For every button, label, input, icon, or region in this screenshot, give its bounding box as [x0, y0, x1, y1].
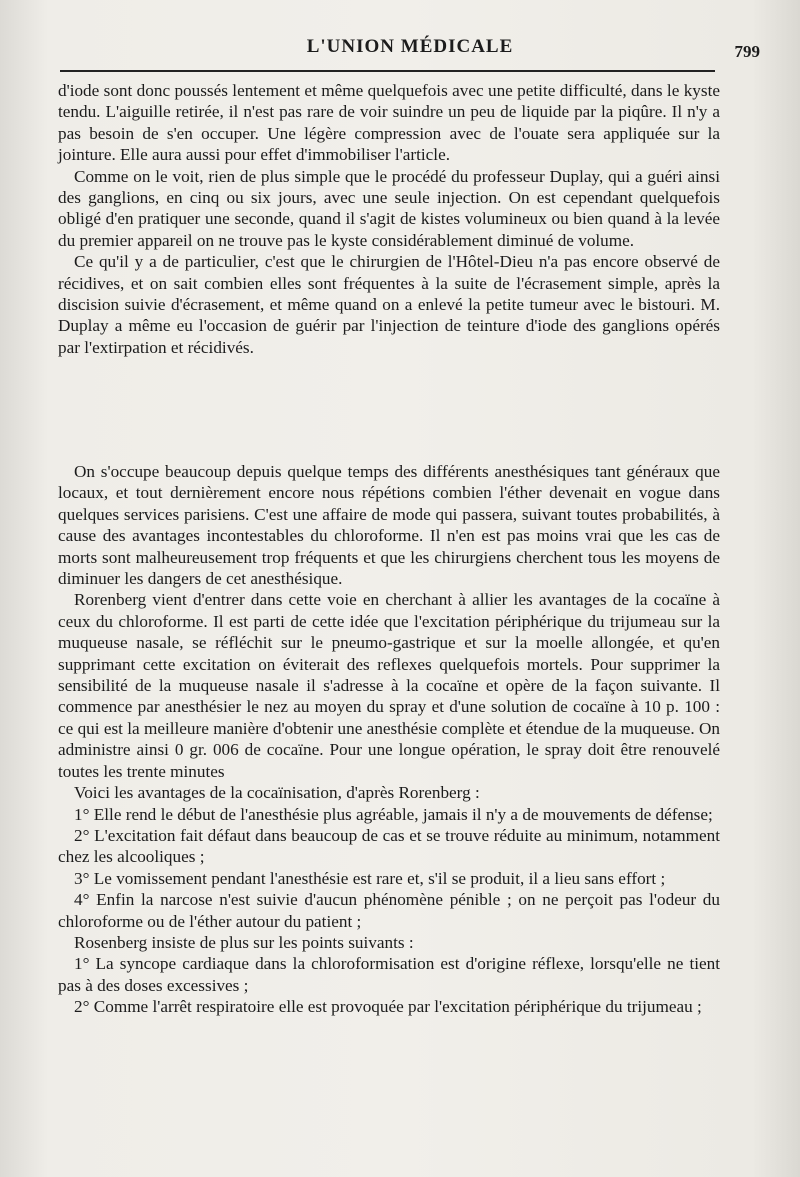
list-item: 1° Elle rend le début de l'anesthésie plus agréable, jamais il n'y a de mouvements de défense; — [74, 804, 713, 824]
running-title: L'UNION MÉDICALE — [306, 36, 514, 57]
paragraph: Ce qu'il y a de particulier, c'est que le chirurgien de l'Hôtel-Dieu n'a pas encore observé de récidives, et on sait combien elles sont fréquentes à la suite de l'écrasement simple, après la discision suivie d'écrasement, et même quand on a enlevé la petite tumeur avec le bistouri. M. Duplay a même eu l'occasion de guérir par l'injection de teinture d'iode des ganglions opérés par l'extirpation et récidivés. — [58, 252, 720, 357]
page-number: 799 — [734, 42, 760, 61]
paragraph: Voici les avantages de la cocaïnisation, d'après Rorenberg : — [74, 783, 480, 803]
header-rule — [60, 70, 715, 72]
paragraph: Comme on le voit, rien de plus simple que le procédé du professeur Duplay, qui a guéri ainsi des ganglions, en cinq ou six jours, avec une seule injection. On est cependant quelquefois obligé d'en pratiquer une seconde, quand il s'agit de kistes volumineux ou bien quand à la levée du premier appareil on ne trouve pas le kyste considérablement diminué de volume. — [58, 166, 720, 250]
paragraph: d'iode sont donc poussés lentement et même quelquefois avec une petite difficulté, dans le kyste tendu. L'aiguille retirée, il n'est pas rare de voir suindre un peu de liquide par la piqûre. Il n'y a pas besoin de s'en occuper. Une légère compression avec de l'ouate sera appliquée sur la jointure. Elle aura aussi pour effet d'immobiliser l'article. — [58, 81, 720, 165]
paragraph: On s'occupe beaucoup depuis quelque temps des différents anesthésiques tant généraux que locaux, et tout dernièrement encore nous répétions combien l'éther devenait en vogue dans quelques services parisiens. C'est une affaire de mode qui passera, suivant toutes probabilités, à cause des avantages incontestables du chloroforme. Il n'en est pas moins vrai que les cas de morts sont malheureusement trop fréquents et que les chirurgiens cherchent tous les moyens de diminuer les dangers de cet anesthésique. — [58, 462, 720, 589]
list-item: 2° Comme l'arrêt respiratoire elle est provoquée par l'excitation périphérique du trijumeau ; — [74, 997, 702, 1017]
article-section-duplay — [58, 80, 720, 358]
list-item: 1° La syncope cardiaque dans la chloroformisation est d'origine réflexe, lorsqu'elle ne tient pas à des doses excessives ; — [58, 954, 720, 995]
page-header — [60, 28, 760, 68]
list-item: 2° L'excitation fait défaut dans beaucoup de cas et se trouve réduite au minimum, notamment chez les alcooliques ; — [58, 825, 720, 867]
list-item: 3° Le vomissement pendant l'anesthésie est rare et, s'il se produit, il a lieu sans effort ; — [74, 868, 666, 888]
article-section-anesthesia — [58, 461, 720, 1018]
paragraph: Rosenberg insiste de plus sur les points suivants : — [74, 932, 414, 952]
paragraph: Rorenberg vient d'entrer dans cette voie en cherchant à allier les avantages de la cocaïne à ceux du chloroforme. Il est parti de cette idée que l'excitation périphérique du trijumeau sur la muqueuse nasale, se réfléchit sur le pneumo-gastrique et sur la moelle allongée, et qu'en supprimant cette excitation on éviterait des reflexes quelquefois mortels. Pour supprimer la sensibilité de la muqueuse nasale il s'adresse à la cocaïne et opère de la façon suivante. Il commence par anesthésier le nez au moyen du spray et d'une solution de cocaïne à 10 p. 100 : ce qui est la meilleure manière d'obtenir une anesthésie complète et étendue de la muqueuse. On administre ainsi 0 gr. 006 de cocaïne. Pour une longue opération, le spray doit être renouvelé toutes les trente minutes — [58, 590, 720, 781]
list-item: 4° Enfin la narcose n'est suivie d'aucun phénomène pénible ; on ne perçoit pas l'odeur du chloroforme ou de l'éther autour du patient ; — [58, 890, 720, 931]
